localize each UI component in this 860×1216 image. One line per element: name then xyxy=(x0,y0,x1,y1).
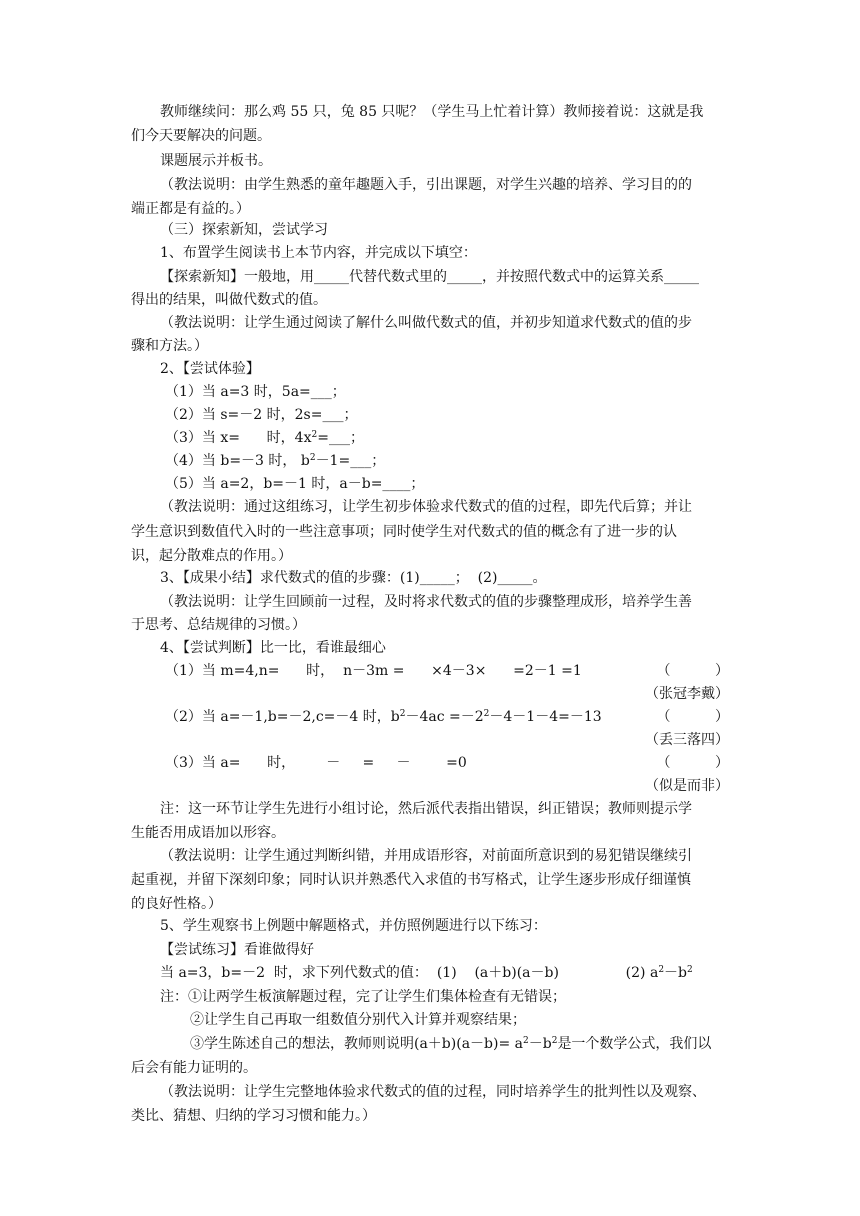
text-line: 教师继续问：那么鸡 55 只，兔 85 只呢？（学生马上忙着计算）教师接着说：这就是我 xyxy=(160,104,704,120)
text-line: 的良好性格。） xyxy=(131,896,222,912)
text-line: （教法说明：由学生熟悉的童年趣题入手，引出课题，对学生兴趣的培养、学习目的的 xyxy=(160,177,692,193)
text-line: 端正都是有益的。） xyxy=(131,201,250,217)
note-line: 注：①让两学生板演解题过程，完了让学生们集体检查有无错误； xyxy=(160,989,566,1005)
text-line: 3、【成果小结】求代数式的值的步骤：(1)_____； (2)_____。 xyxy=(160,570,547,586)
answer-bracket: （ ） xyxy=(656,663,729,679)
text-line: （教法说明：通过这组练习，让学生初步体验求代数式的值的过程，即先代后算；并让 xyxy=(160,499,692,515)
text-line: 们今天要解决的问题。 xyxy=(131,128,271,144)
text-line: （教法说明：让学生通过阅读了解什么叫做代数式的值，并初步知道求代数式的值的步 xyxy=(160,315,692,331)
judgement-item: （1）当 m=4,n= 时， n－3m = ×4－3× =2－1 =1 xyxy=(165,663,582,679)
note-line: ②让学生自己再取一组数值分别代入计算并观察结果； xyxy=(190,1012,526,1028)
exercise-item: （1）当 a=3 时，5a=___； xyxy=(165,384,346,400)
text-line: 起重视，并留下深刻印象；同时认识并熟悉代入求值的书写格式，让学生逐步形成仔细谨慎 xyxy=(131,872,691,888)
answer-bracket: （ ） xyxy=(656,709,729,725)
text-line: 于思考、总结规律的习惯。） xyxy=(131,617,306,633)
exercise-item: （3）当 x= 时，$4x^2=\_\_\_$； xyxy=(165,430,364,446)
text-line: 类比、猜想、归纳的学习习惯和能力。） xyxy=(131,1108,376,1124)
judgement-item: （2）当 a=－1,b=－2,c=－4 时，$b^2-4ac =-2^2-4-1-4=-13$ xyxy=(165,709,602,725)
text-line: 后会有能力证明的。 xyxy=(131,1060,257,1076)
text-line: （教法说明：让学生回顾前一过程，及时将求代数式的值的步骤整理成形，培养学生善 xyxy=(160,594,692,610)
judgement-item: （3）当 a= 时， － = － =0 xyxy=(165,755,467,771)
text-line: 识，起分散难点的作用。） xyxy=(131,548,292,564)
text-line: （教法说明：让学生完整地体验求代数式的值的过程，同时培养学生的批判性以及观察、 xyxy=(160,1084,706,1100)
text-line: 课题展示并板书。 xyxy=(160,153,272,169)
text-line: 2、【尝试体验】 xyxy=(160,361,260,377)
practice-line: 当 a=3，b=－2 时，求下列代数式的值： (1) (a＋b)(a－b) (2) $a^2-b^2$ xyxy=(160,965,693,981)
text-line: 【探索新知】一般地，用_____代替代数式里的_____，并按照代数式中的运算关系_____ xyxy=(160,269,699,285)
section-heading: （三）探索新知，尝试学习 xyxy=(160,222,328,238)
answer-bracket: （ ） xyxy=(656,755,729,771)
text-line: 1、布置学生阅读书上本节内容，并完成以下填空： xyxy=(160,245,477,261)
text-line: 5、学生观察书上例题中解题格式，并仿照例题进行以下练习： xyxy=(160,918,547,934)
text-line: 学生意识到数值代入时的一些注意事项；同时使学生对代数式的值的概念有了进一步的认 xyxy=(131,524,677,540)
text-line: 得出的结果，叫做代数式的值。 xyxy=(131,292,327,308)
text-line: 生能否用成语加以形容。 xyxy=(131,825,285,841)
idiom-label: （似是而非） xyxy=(645,778,729,794)
note-line: ③学生陈述自己的想法，教师则说明$(a+b)(a-b)= a^2-b^2$是一个数学公式，我们以 xyxy=(190,1036,712,1052)
idiom-label: （张冠李戴） xyxy=(645,686,729,702)
exercise-item: （5）当 a=2，b=－1 时，a－b=____； xyxy=(165,476,425,492)
exercise-item: （4）当 b=－3 时， $b^2-1=\_\_\_$； xyxy=(165,453,386,469)
idiom-label: （丢三落四） xyxy=(645,732,729,748)
text-line: （教法说明：让学生通过判断纠错，并用成语形容，对前面所意识到的易犯错误继续引 xyxy=(160,848,692,864)
exercise-item: （2）当 s=－2 时，2s=___； xyxy=(165,407,358,423)
note-line: 注：这一环节让学生先进行小组讨论，然后派代表指出错误，纠正错误；教师则提示学 xyxy=(160,801,692,817)
text-line: 4、【尝试判断】比一比，看谁最细心 xyxy=(160,640,386,656)
text-line: 【尝试练习】看谁做得好 xyxy=(160,942,314,958)
text-line: 骤和方法。） xyxy=(131,338,208,354)
